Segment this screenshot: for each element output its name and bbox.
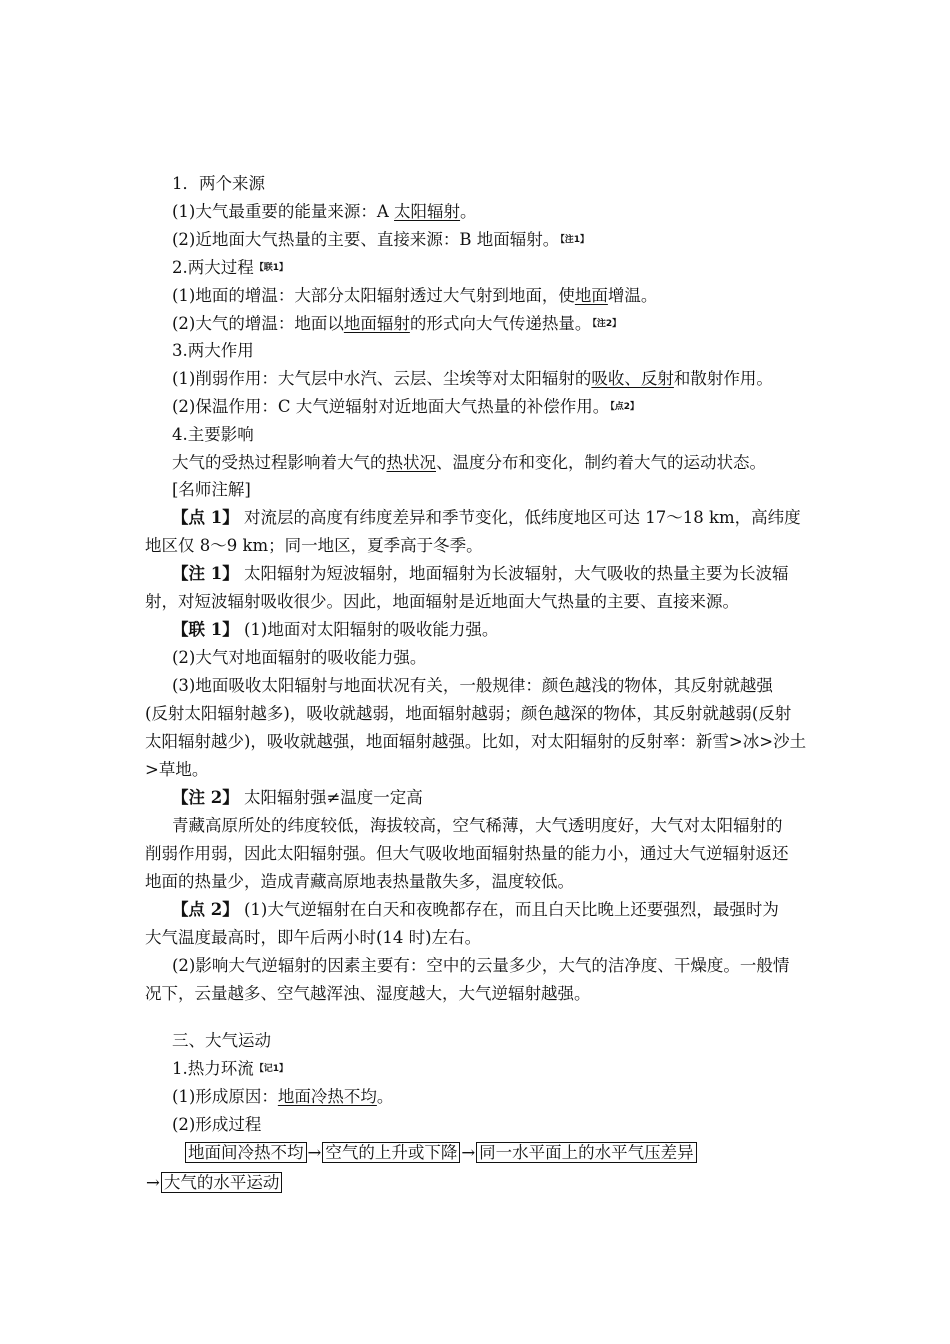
heading-main-influence: 4.主要影响 — [172, 425, 254, 444]
answer-heat-state: 热状况 — [386, 453, 436, 472]
process-box-air-rise-fall: 空气的上升或下降 — [322, 1142, 460, 1163]
note-zhu2-line1: 【注 2】 太阳辐射强≠温度一定高 — [172, 788, 423, 807]
para-direct-source: (2)近地面大气热量的主要、直接来源：B 地面辐射。【注1】 — [172, 230, 590, 249]
para-weakening-effect: (1)削弱作用：大气层中水汽、云层、尘埃等对太阳辐射的吸收、反射和散射作用。 — [172, 369, 773, 388]
note-dian2-line2: 大气温度最高时，即午后两小时(14 时)左右。 — [145, 928, 482, 947]
para-formation-process: (2)形成过程 — [172, 1115, 262, 1134]
tag-zhu1: 【注1】 — [560, 235, 590, 245]
arrow-icon: → — [461, 1143, 476, 1162]
para-ground-warming: (1)地面的增温：大部分太阳辐射透过大气射到地面，使地面增温。 — [172, 286, 658, 305]
answer-uneven-heating: 地面冷热不均 — [277, 1087, 377, 1106]
note-zhu2-tag: 【注 2】 — [172, 788, 239, 807]
note-dian1-line2: 地区仅 8～9 km；同一地区，夏季高于冬季。 — [145, 536, 483, 555]
note-dian1-line1: 【点 1】 对流层的高度有纬度差异和季节变化，低纬度地区可达 17～18 km，高纬度 — [172, 508, 801, 527]
answer-solar-radiation: 太阳辐射 — [394, 202, 461, 221]
para-main-influence: 大气的受热过程影响着大气的热状况、温度分布和变化，制约着大气的运动状态。 — [172, 453, 766, 472]
note-dian2-tag: 【点 2】 — [172, 900, 239, 919]
heading-two-effects: 3.两大作用 — [172, 341, 254, 360]
process-box-horizontal-motion: 大气的水平运动 — [161, 1172, 283, 1193]
answer-absorb-reflect: 吸收、反射 — [591, 369, 674, 388]
heading-thermal-circulation: 1.热力环流【记1】 — [172, 1059, 289, 1078]
process-flow-row1 — [185, 1142, 697, 1164]
answer-ground-radiation: 地面辐射 — [343, 314, 410, 333]
note-dian2-line3: (2)影响大气逆辐射的因素主要有：空中的云量多少，大气的洁净度、干燥度。一般情 — [172, 956, 790, 975]
section-atmospheric-motion-title: 三、大气运动 — [172, 1031, 271, 1050]
note-lian1-line1: 【联 1】 (1)地面对太阳辐射的吸收能力强。 — [172, 620, 499, 639]
note-zhu2-line4: 地面的热量少，造成青藏高原地表热量散失多，温度较低。 — [145, 872, 574, 891]
process-flow-row2 — [145, 1172, 282, 1194]
para-main-energy-source: (1)大气最重要的能量来源：A 太阳辐射。 — [172, 202, 477, 221]
note-lian1-line5: 太阳辐射越少)，吸收就越强，地面辐射越强。比如，对太阳辐射的反射率：新雪>冰>沙土 — [145, 732, 807, 751]
note-zhu2-line2: 青藏高原所处的纬度较低，海拔较高，空气稀薄，大气透明度好，大气对太阳辐射的 — [172, 816, 783, 835]
note-lian1-line3: (3)地面吸收太阳辐射与地面状况有关，一般规律：颜色越浅的物体，其反射就越强 — [172, 676, 773, 695]
note-lian1-tag: 【联 1】 — [172, 620, 239, 639]
note-lian1-line6: >草地。 — [145, 760, 209, 779]
note-zhu1-tag: 【注 1】 — [172, 564, 239, 583]
tag-dian2: 【点2】 — [610, 402, 640, 412]
para-atmosphere-warming: (2)大气的增温：地面以地面辐射的形式向大气传递热量。【注2】 — [172, 314, 622, 333]
note-dian2-line1: 【点 2】 (1)大气逆辐射在白天和夜晚都存在，而且白天比晚上还要强烈，最强时为 — [172, 900, 779, 919]
heading-two-processes: 2.两大过程【联1】 — [172, 258, 289, 277]
note-zhu1-line1: 【注 1】 太阳辐射为短波辐射，地面辐射为长波辐射，大气吸收的热量主要为长波辐 — [172, 564, 789, 583]
note-lian1-line4: (反射太阳辐射越多)，吸收就越弱，地面辐射越弱；颜色越深的物体，其反射就越弱(反射 — [145, 704, 792, 723]
arrow-icon: → — [307, 1143, 322, 1162]
note-dian2-line4: 况下，云量越多、空气越浑浊、湿度越大，大气逆辐射越强。 — [145, 984, 591, 1003]
tag-lian1: 【联1】 — [254, 263, 289, 273]
arrow-icon: → — [146, 1173, 160, 1192]
para-insulation-effect: (2)保温作用：C 大气逆辐射对近地面大气热量的补偿作用。【点2】 — [172, 397, 640, 416]
note-zhu2-line3: 削弱作用弱，因此太阳辐射强。但大气吸收地面辐射热量的能力小，通过大气逆辐射返还 — [145, 844, 789, 863]
process-box-uneven-heating: 地面间冷热不均 — [185, 1142, 307, 1163]
process-box-pressure-difference: 同一水平面上的水平气压差异 — [476, 1142, 697, 1163]
heading-two-sources: 1．两个来源 — [172, 174, 265, 193]
tag-zhu2: 【注2】 — [592, 319, 622, 329]
note-zhu1-line2: 射，对短波辐射吸收很少。因此，地面辐射是近地面大气热量的主要、直接来源。 — [145, 592, 739, 611]
note-dian1-tag: 【点 1】 — [172, 508, 239, 527]
tag-ji1: 【记1】 — [254, 1064, 289, 1074]
answer-ground: 地面 — [574, 286, 608, 305]
para-formation-cause: (1)形成原因：地面冷热不均。 — [172, 1087, 394, 1106]
note-lian1-line2: (2)大气对地面辐射的吸收能力强。 — [172, 648, 427, 667]
notes-title: [名师注解] — [172, 480, 251, 499]
